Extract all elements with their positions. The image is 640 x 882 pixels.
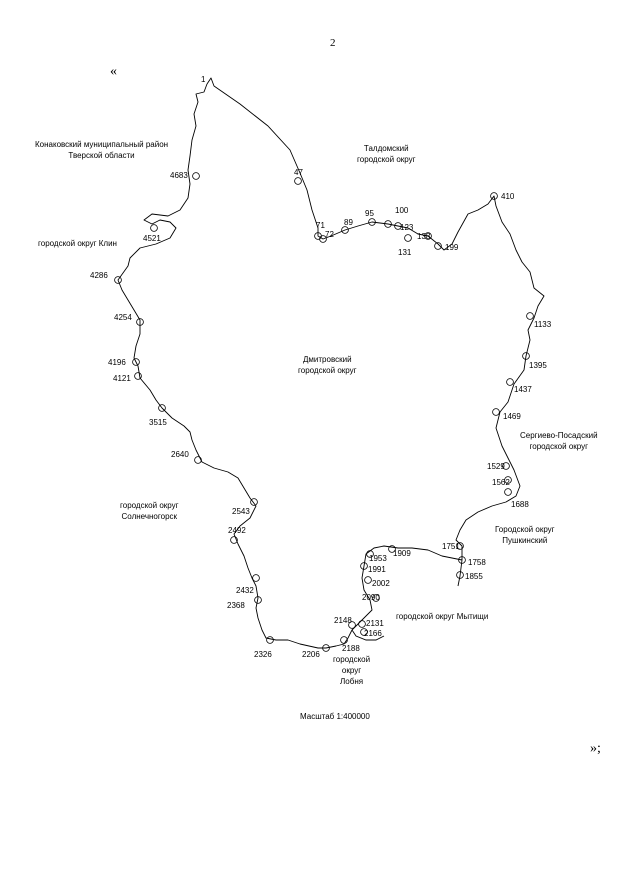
region-line: Городской округ — [495, 525, 555, 534]
point-number: 1529 — [487, 462, 505, 471]
point-marker — [507, 379, 514, 386]
point-number: 2090 — [362, 593, 380, 602]
point-number: 4521 — [143, 234, 161, 243]
point-number: 72 — [325, 230, 334, 239]
point-number: 1469 — [503, 412, 521, 421]
point-marker — [295, 178, 302, 185]
region-line: Сергиево-Посадский — [520, 431, 598, 440]
point-marker — [267, 637, 274, 644]
page-number: 2 — [330, 37, 336, 49]
point-number: 1395 — [529, 361, 547, 370]
point-number: 4286 — [90, 271, 108, 280]
region-line: округ — [341, 666, 362, 675]
region-label-lobnya — [333, 654, 370, 687]
point-number: 131 — [398, 248, 412, 257]
region-label-pushkino — [495, 524, 555, 546]
point-number: 1953 — [369, 554, 387, 563]
region-label-solnechnogorsk — [120, 500, 179, 522]
point-number: 1855 — [465, 572, 483, 581]
region-label-dmitrov — [298, 354, 357, 376]
region-label-konakovo — [35, 139, 168, 161]
point-marker — [365, 577, 372, 584]
point-marker — [493, 409, 500, 416]
point-number: 95 — [365, 209, 374, 218]
region-line: Талдомский — [363, 144, 409, 153]
point-number: 2640 — [171, 450, 189, 459]
point-number: 71 — [316, 221, 325, 230]
point-number: 199 — [445, 243, 459, 252]
point-marker — [527, 313, 534, 320]
point-number: 47 — [294, 168, 303, 177]
point-number: 2131 — [366, 619, 384, 628]
point-number: 2368 — [227, 601, 245, 610]
point-number: 2492 — [228, 526, 246, 535]
point-number: 2148 — [334, 616, 352, 625]
region-line: городской округ — [357, 155, 416, 164]
point-number: 4196 — [108, 358, 126, 367]
point-number: 2166 — [364, 629, 382, 638]
point-number: 89 — [344, 218, 353, 227]
point-marker — [505, 489, 512, 496]
region-line: городской округ — [298, 366, 357, 375]
closing-quote: »; — [590, 741, 601, 756]
point-number: 2206 — [302, 650, 320, 659]
region-label-klin — [38, 238, 117, 249]
point-number: 4254 — [114, 313, 132, 322]
region-line: Тверской области — [68, 151, 135, 160]
region-label-taldom — [357, 143, 416, 165]
point-number: 3515 — [149, 418, 167, 427]
point-number: 2543 — [232, 507, 250, 516]
point-number: 1133 — [534, 320, 552, 329]
point-marker — [193, 173, 200, 180]
point-marker — [251, 499, 258, 506]
point-marker — [359, 621, 366, 628]
point-number: 1437 — [514, 385, 532, 394]
point-marker — [135, 373, 142, 380]
region-line: городской округ — [529, 442, 589, 451]
point-number: 4683 — [170, 171, 188, 180]
point-number: 1 — [201, 75, 206, 84]
point-number: 2002 — [372, 579, 390, 588]
region-line: Конаковский муниципальный район — [35, 140, 169, 149]
point-number: 1751 — [442, 542, 460, 551]
point-number: 1991 — [368, 565, 386, 574]
region-label-sergiev — [520, 430, 598, 452]
point-number: 410 — [501, 192, 515, 201]
point-number: 1909 — [393, 549, 411, 558]
point-marker — [151, 225, 158, 232]
region-line: городской округ — [120, 501, 179, 510]
point-number: 2432 — [236, 586, 254, 595]
region-line: Дмитровский — [303, 355, 352, 364]
map-scale: Масштаб 1:400000 — [300, 712, 370, 721]
point-number: 123 — [400, 223, 414, 232]
point-number: 1562 — [492, 478, 510, 487]
point-number: 100 — [395, 206, 409, 215]
point-marker — [195, 457, 202, 464]
point-marker — [253, 575, 260, 582]
region-line: городской округ Мытищи — [396, 612, 489, 621]
opening-quote: « — [110, 64, 117, 79]
point-number: 2326 — [254, 650, 272, 659]
region-line: Пушкинский — [502, 536, 548, 545]
point-number: 4121 — [113, 374, 131, 383]
region-line: Лобня — [340, 677, 364, 686]
point-marker — [405, 235, 412, 242]
point-number: 2188 — [342, 644, 360, 653]
point-number: 138 — [417, 232, 431, 241]
region-line: Солнечногорск — [121, 512, 178, 521]
region-line: городской округ Клин — [38, 239, 117, 248]
point-number: 1758 — [468, 558, 486, 567]
point-number: 1688 — [511, 500, 529, 509]
region-line: городской — [333, 655, 371, 664]
region-label-mytishchi — [396, 611, 488, 622]
